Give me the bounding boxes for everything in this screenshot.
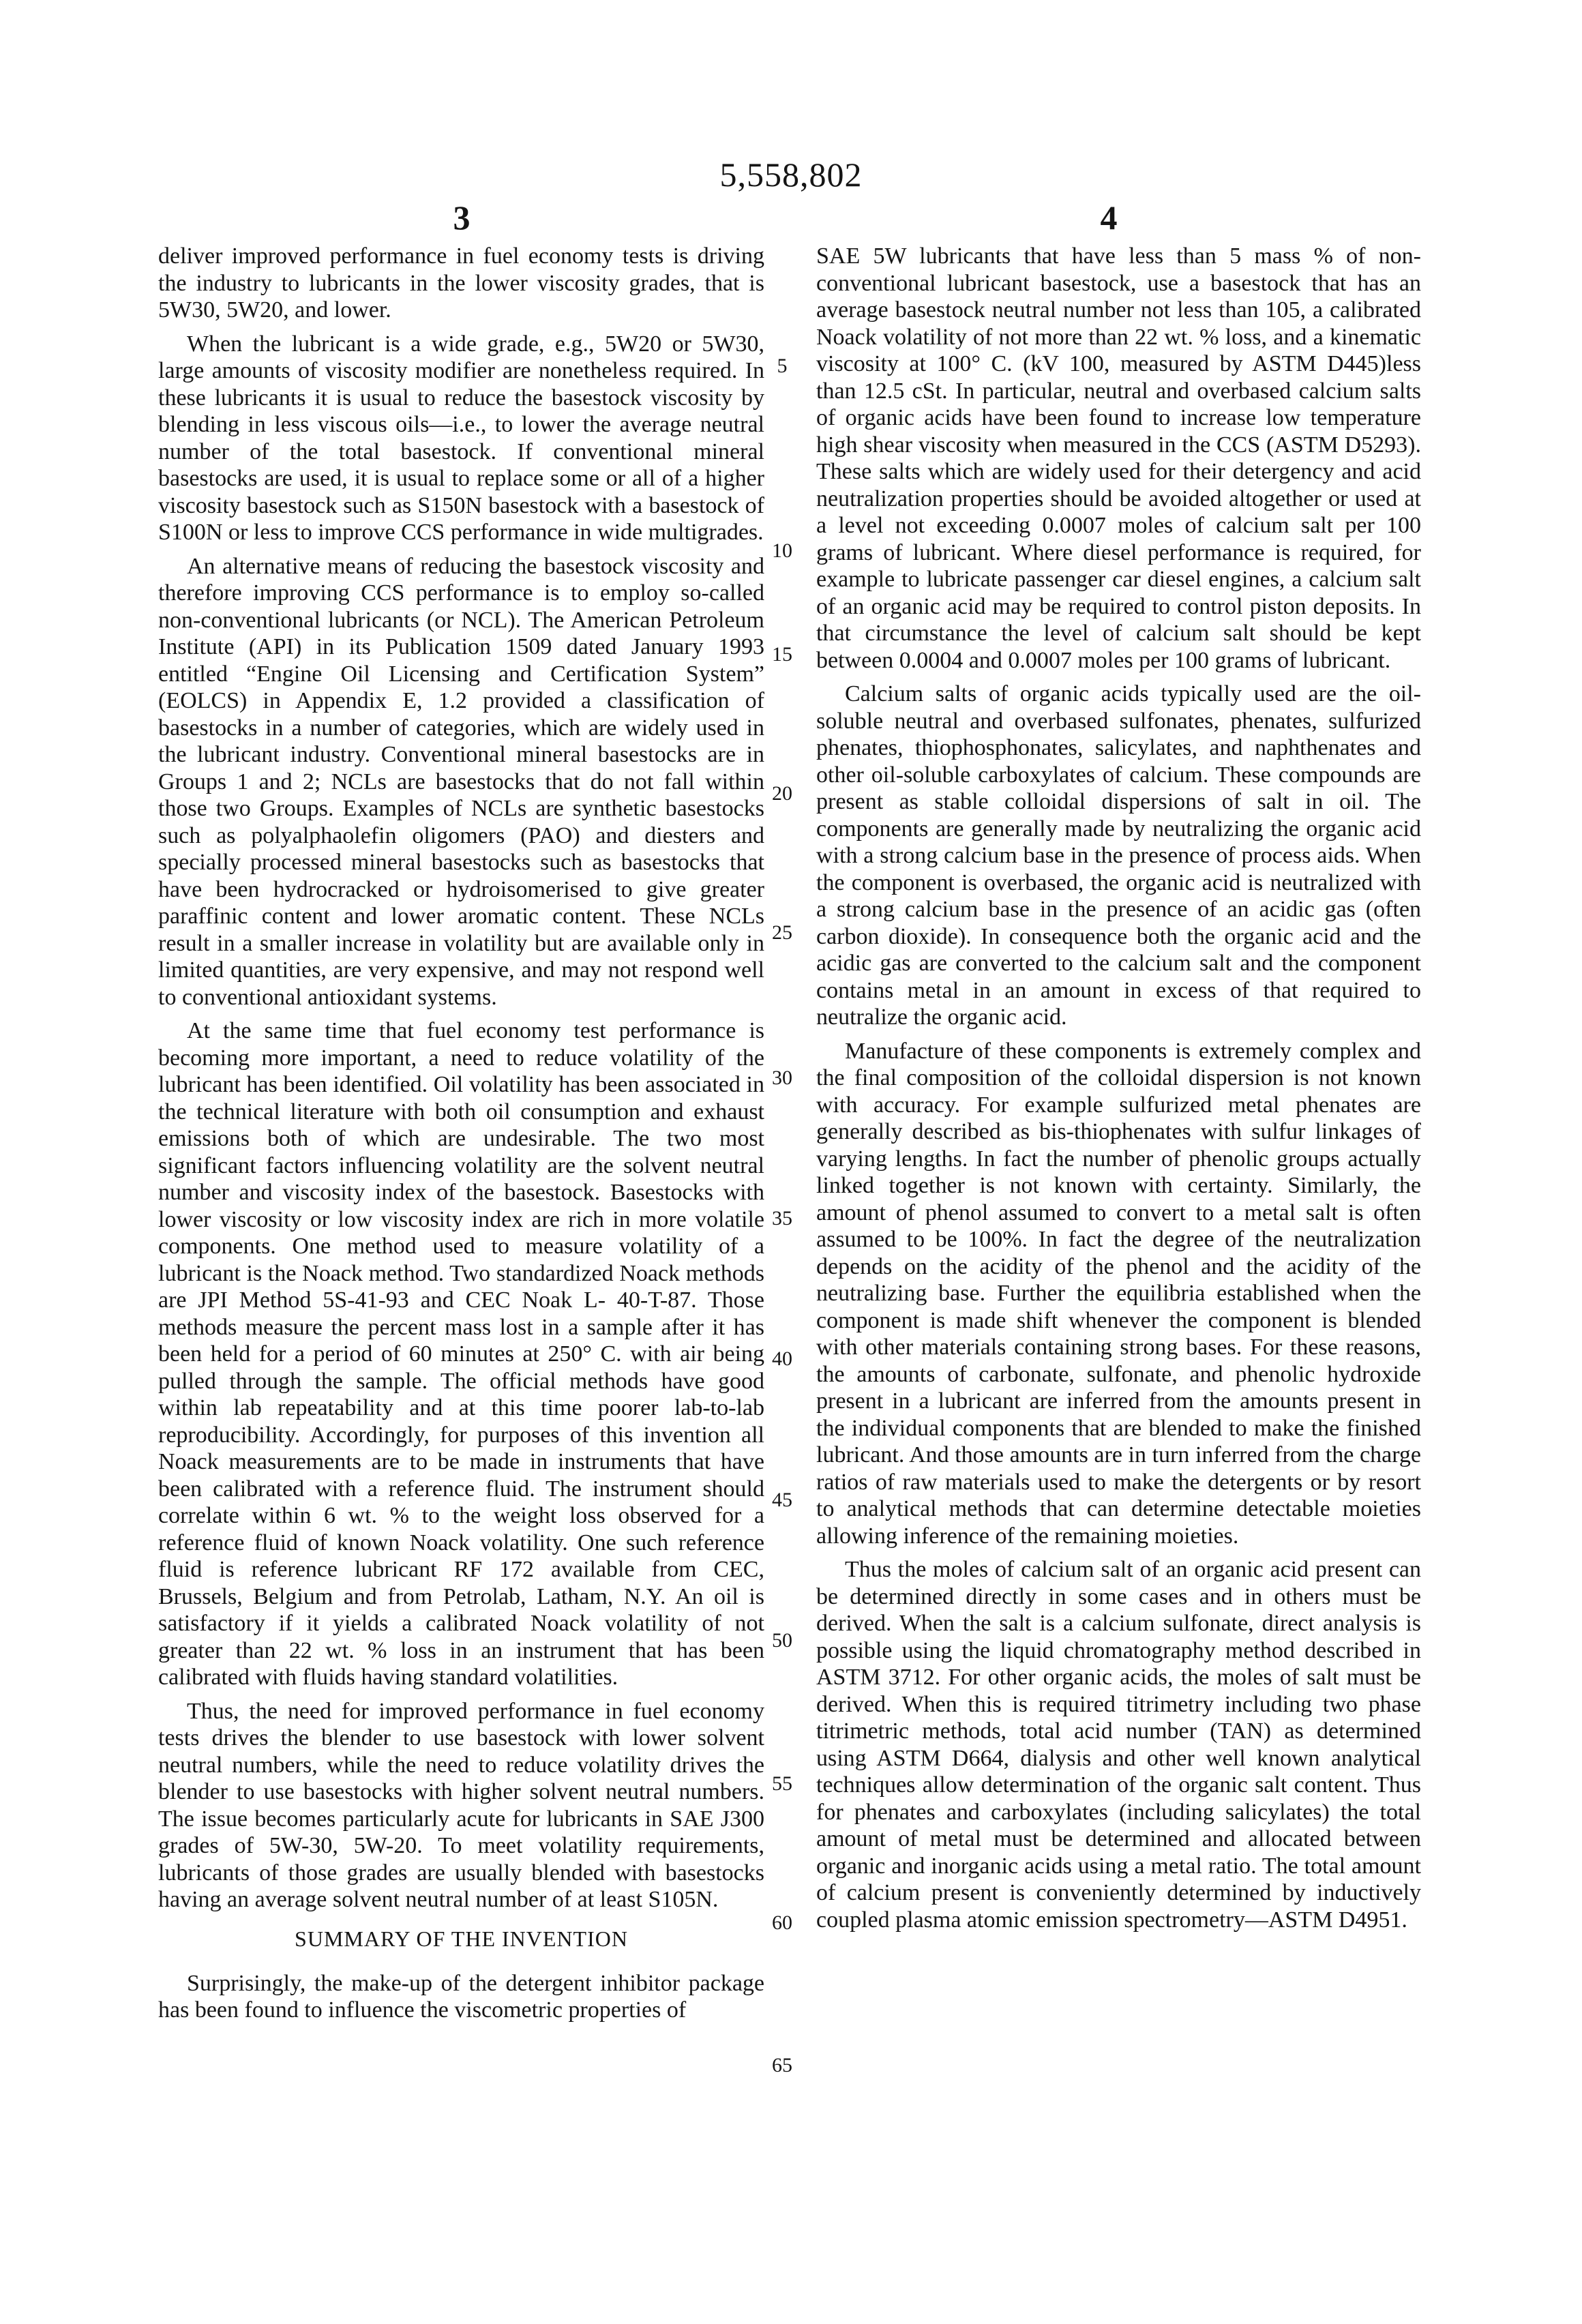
line-number-50: 50 — [758, 1629, 807, 1652]
line-number-40: 40 — [758, 1347, 807, 1371]
right-column — [816, 243, 1421, 2295]
paragraph: When the lubricant is a wide grade, e.g., 5W20 or 5W30, large amounts of viscosity modifier are nonetheless required. In these lubricants it is usual to reduce the basestock viscosity by blending in less viscous oils—i.e., to lower the average neutral number of the total basestock. If conventional mineral basestocks are used, it is usual to replace some or all of a higher viscosity basestock such as S150N basestock with a basestock of S100N or less to improve CCS performance in wide multigrades. — [158, 331, 764, 546]
paragraph: deliver improved performance in fuel economy tests is driving the industry to lubricants in the lower viscosity grades, that is 5W30, 5W20, and lower. — [158, 243, 764, 324]
paragraph: Manufacture of these components is extremely complex and the final composition of the colloidal dispersion is not known with accuracy. For example sulfurized metal phenates are generally described as bis-thiophenates with sulfur linkages of varying lengths. In fact the number of phenolic groups actually linked together is not known with certainty. Similarly, the amount of phenol assumed to convert to a metal salt is often assumed to be 100%. In fact the degree of the neutralization depends on the acidity of the phenol and the acidity of the neutralizing base. Further the equilibria established when the component is made shift whenever the component is blended with other materials containing strong bases. For these reasons, the amounts of carbonate, sulfonate, and phenolic hydroxide present in a lubricant are inferred from the amounts present in the individual components that are blended to make the finished lubricant. And those amounts are in turn inferred from the charge ratios of raw materials used to make the detergents or by resort to analytical methods that can determine detectable moieties allowing inference of the remaining moieties. — [816, 1038, 1421, 1550]
patent-page — [0, 0, 1582, 2324]
line-number-60: 60 — [758, 1911, 807, 1935]
patent-number: 5,558,802 — [0, 154, 1582, 195]
line-number-25: 25 — [758, 921, 807, 944]
line-number-45: 45 — [758, 1489, 807, 1512]
line-number-35: 35 — [758, 1207, 807, 1230]
line-number-30: 30 — [758, 1067, 807, 1090]
paragraph: Thus the moles of calcium salt of an organic acid present can be determined directly in some cases and in others must be derived. When the salt is a calcium sulfonate, direct analysis is possible using the liquid chromatography method described in ASTM 3712. For other organic acids, the moles of salt must be derived. When this is required titrimetry including two phase titrimetric methods, total acid number (TAN) as determined using ASTM D664, dialysis and other well known analytical techniques allow determination of the organic salt content. Thus for phenates and carboxylates (including salicylates) the total amount of metal must be determined and allocated between organic and inorganic acids using a metal ratio. The total amount of calcium present is conveniently determined by inductively coupled plasma atomic emission spectrometry—ASTM D4951. — [816, 1556, 1421, 1933]
line-number-20: 20 — [758, 782, 807, 805]
column-number-right: 4 — [1068, 198, 1150, 237]
paragraph: Thus, the need for improved performance in fuel economy tests drives the blender to use basestock with lower solvent neutral numbers, while the need to reduce volatility drives the blender to use basestocks with higher solvent neutral numbers. The issue becomes particularly acute for lubricants in SAE J300 grades of 5W-30, 5W-20. To meet volatility requirements, lubricants of those grades are usually blended with basestocks having an average solvent neutral number of at least S105N. — [158, 1698, 764, 1913]
paragraph: Calcium salts of organic acids typically used are the oil-soluble neutral and overbased sulfonates, phenates, sulfurized phenates, thiophosphonates, salicylates, and naphthenates and other oil-soluble carboxylates of calcium. These compounds are present as stable colloidal dispersions of salt in oil. The components are generally made by neutralizing the organic acid with a strong calcium base in the presence of process aids. When the component is overbased, the organic acid is neutralized with a strong calcium base in the presence of an acidic gas (often carbon dioxide). In consequence both the organic acid and the acidic gas are converted to the calcium salt and the component contains metal in an amount in excess of that required to neutralize the organic acid. — [816, 681, 1421, 1031]
paragraph: Surprisingly, the make-up of the detergent inhibitor package has been found to influence the viscometric properties of — [158, 1970, 764, 2024]
line-number-5: 5 — [758, 355, 807, 378]
paragraph: At the same time that fuel economy test performance is becoming more important, a need to reduce volatility of the lubricant has been identified. Oil volatility has been associated in the technical literature with both oil consumption and exhaust emissions both of which are undesirable. The two most significant factors influencing volatility are the solvent neutral number and viscosity index of the basestock. Basestocks with lower viscosity or low viscosity index are rich in more volatile components. One method used to measure volatility of a lubricant is the Noack method. Two standardized Noack methods are JPI Method 5S-41-93 and CEC Noak L- 40-T-87. Those methods measure the percent mass lost in a sample after it has been held for a period of 60 minutes at 250° C. with air being pulled through the sample. The official methods have good within lab repeatability and at this time poorer lab-to-lab reproducibility. Accordingly, for purposes of this invention all Noack measurements are to be made in instruments that have been calibrated with a reference fluid. The instrument should correlate within 6 wt. % to the weight loss observed for a reference fluid of known Noack volatility. One such reference fluid is reference lubricant RF 172 available from CEC, Brussels, Belgium and from Petrolab, Latham, N.Y. An oil is satisfactory if it yields a calibrated Noack volatility of not greater than 22 wt. % loss in an instrument that has been calibrated with fluids having standard volatilities. — [158, 1017, 764, 1691]
line-number-15: 15 — [758, 643, 807, 666]
line-number-10: 10 — [758, 539, 807, 563]
column-number-left: 3 — [421, 198, 503, 237]
section-heading: SUMMARY OF THE INVENTION — [158, 1926, 764, 1952]
line-number-55: 55 — [758, 1772, 807, 1796]
paragraph: An alternative means of reducing the basestock viscosity and therefore improving CCS performance is to employ so-called non-conventional lubricants (or NCL). The American Petroleum Institute (API) in its Publication 1509 dated January 1993 entitled “Engine Oil Licensing and Certification System” (EOLCS) in Appendix E, 1.2 provided a classification of basestocks in a number of categories, which are widely used in the lubricant industry. Conventional mineral basestocks are in Groups 1 and 2; NCLs are basestocks that do not fall within those two Groups. Examples of NCLs are synthetic basestocks such as polyalphaolefin oligomers (PAO) and diesters and specially processed mineral basestocks such as basestocks that have been hydrocracked or hydroisomerised to give greater paraffinic content and lower aromatic content. These NCLs result in a smaller increase in volatility but are available only in limited quantities, are very expensive, and may not respond well to conventional antioxidant systems. — [158, 553, 764, 1011]
left-column — [158, 243, 764, 2295]
paragraph: SAE 5W lubricants that have less than 5 mass % of non-conventional lubricant basestock, use a basestock that has an average basestock neutral number not less than 105, a calibrated Noack volatility of not more than 22 wt. % loss, and a kinematic viscosity at 100° C. (kV 100, measured by ASTM D445)less than 12.5 cSt. In particular, neutral and overbased calcium salts of organic acids have been found to increase low temperature high shear viscosity when measured in the CCS (ASTM D5293). These salts which are widely used for their detergency and acid neutralization properties should be avoided altogether or used at a level not exceeding 0.0007 moles of calcium salt per 100 grams of lubricant. Where diesel performance is required, for example to lubricate passenger car diesel engines, a calcium salt of an organic acid may be required to control piston deposits. In that circumstance the level of calcium salt should be kept between 0.0004 and 0.0007 moles per 100 grams of lubricant. — [816, 243, 1421, 674]
line-number-65: 65 — [758, 2054, 807, 2077]
